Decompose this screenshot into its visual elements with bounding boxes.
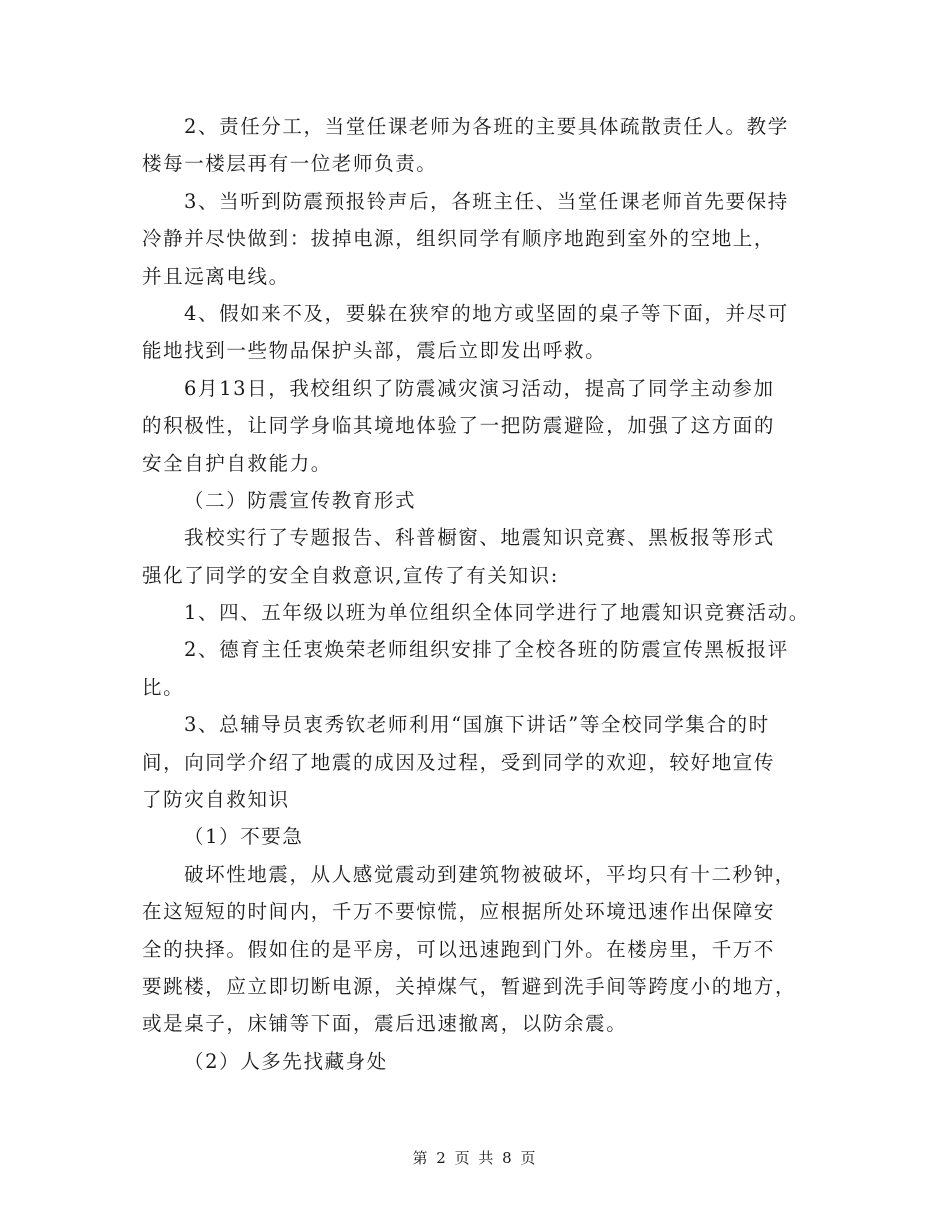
text-line: 或是桌子，床铺等下面，震后迅速撤离，以防余震。 xyxy=(142,1012,628,1036)
text-line: 强化了同学的安全自救意识,宣传了有关知识: xyxy=(142,563,559,587)
document-body xyxy=(142,108,832,1080)
text-line: 3、总辅导员衷秀钦老师利用“国旗下讲话”等全校同学集合的时 xyxy=(184,713,770,737)
text-line: 冷静并尽快做到：拔掉电源，组织同学有顺序地跑到室外的空地上， xyxy=(142,227,776,251)
text-line: （1）不要急 xyxy=(184,825,304,849)
text-line: 全的抉择。假如住的是平房，可以迅速跑到门外。在楼房里，千万不 xyxy=(142,937,776,961)
text-line: 在这短短的时间内，千万不要惊慌，应根据所处环境迅速作出保障安 xyxy=(142,900,776,924)
text-line: 安全自护自救能力。 xyxy=(142,451,332,475)
text-line: 间，向同学介绍了地震的成因及过程，受到同学的欢迎，较好地宣传 xyxy=(142,750,776,774)
text-line: 4、假如来不及，要躲在狭窄的地方或坚固的桌子等下面，并尽可 xyxy=(184,301,789,325)
text-line: 的积极性，让同学身临其境地体验了一把防震避险，加强了这方面的 xyxy=(142,414,776,438)
text-line: 破坏性地震，从人感觉震动到建筑物被破坏，平均只有十二秒钟， xyxy=(184,862,796,886)
text-line: 比。 xyxy=(142,675,185,699)
text-line: 要跳楼，应立即切断电源，关掉煤气，暂避到洗手间等跨度小的地方， xyxy=(142,974,797,998)
text-line: 6月13日，我校组织了防震减灾演习活动，提高了同学主动参加 xyxy=(184,376,775,400)
text-line: 2、德育主任衷焕荣老师组织安排了全校各班的防震宣传黑板报评 xyxy=(184,638,789,662)
text-line: 1、四、五年级以班为单位组织全体同学进行了地震知识竞赛活动。 xyxy=(184,601,810,625)
text-line: （二）防震宣传教育形式 xyxy=(184,488,417,512)
text-line: 我校实行了专题报告、科普橱窗、地震知识竞赛、黑板报等形式 xyxy=(184,526,775,550)
text-line: 楼每一楼层再有一位老师负责。 xyxy=(142,152,438,176)
page-footer: 第 2 页 共 8 页 xyxy=(412,1149,538,1167)
text-line: 了防灾自救知识 xyxy=(142,788,290,812)
text-line: 能地找到一些物品保护头部，震后立即发出呼救。 xyxy=(142,339,607,363)
text-line: 3、当听到防震预报铃声后，各班主任、当堂任课老师首先要保持 xyxy=(184,189,789,213)
text-line: 2、责任分工，当堂任课老师为各班的主要具体疏散责任人。教学 xyxy=(184,115,789,138)
text-line: （2）人多先找藏身处 xyxy=(184,1049,388,1073)
text-line: 并且远离电线。 xyxy=(142,264,290,288)
